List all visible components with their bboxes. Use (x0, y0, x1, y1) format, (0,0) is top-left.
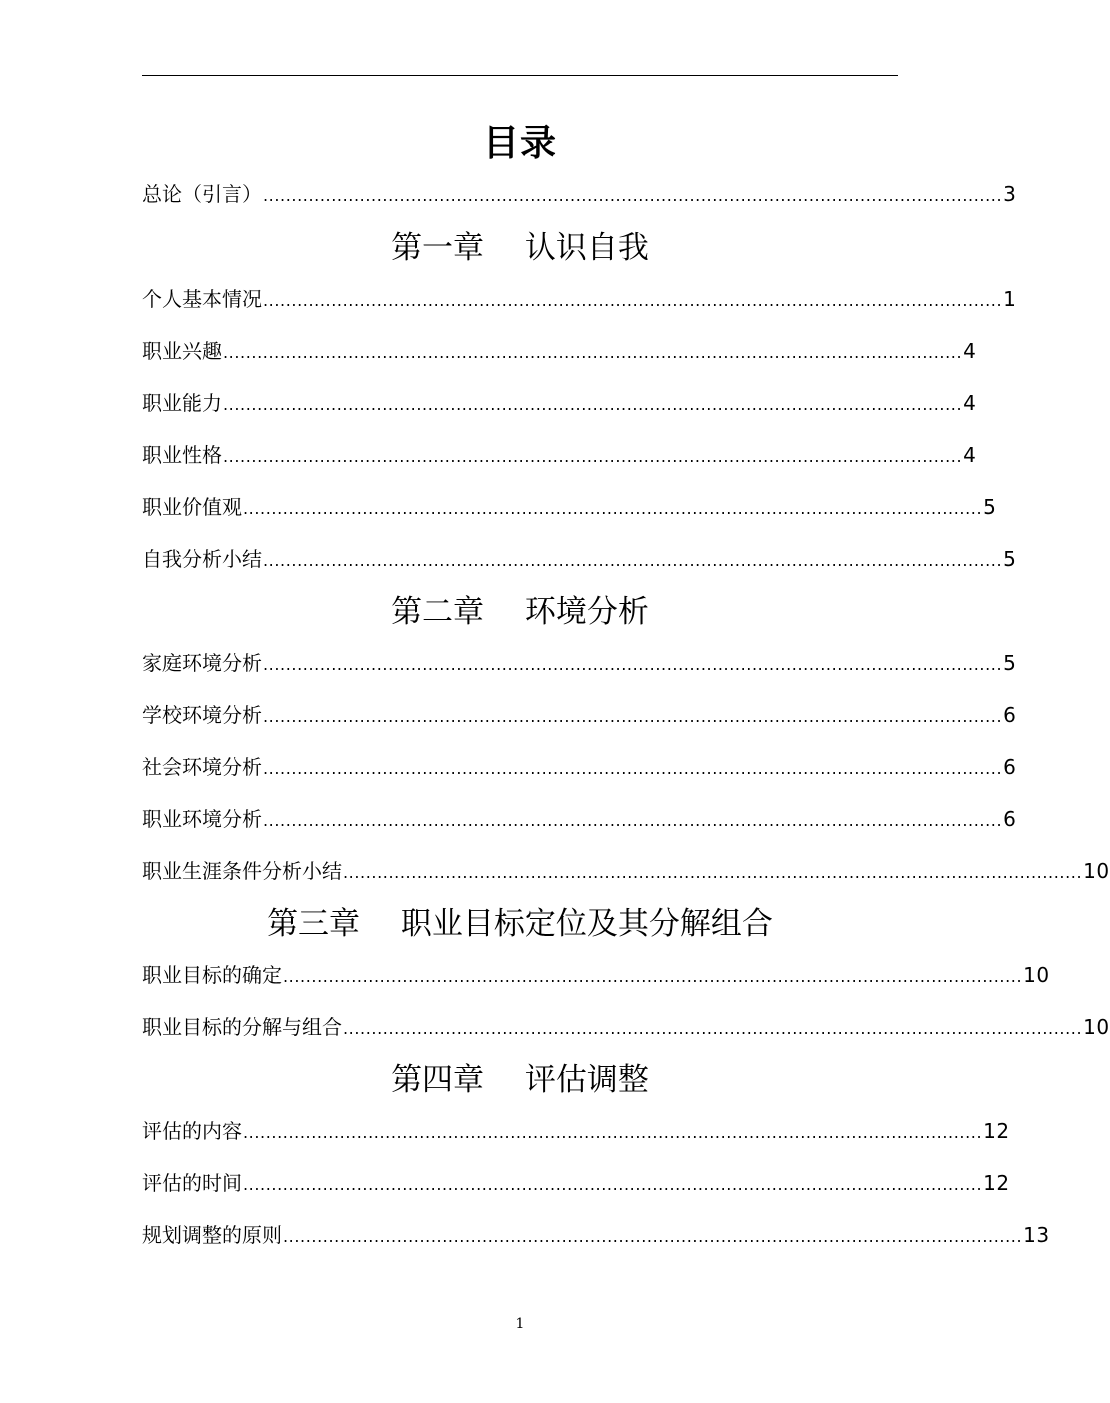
toc-entry[interactable] (142, 1013, 1110, 1043)
toc-entry-label: 总论（引言） (142, 182, 262, 206)
header-rule (142, 75, 898, 76)
chapter-heading-1: 第一章 认识自我 (391, 230, 649, 266)
toc-entry-page: 4 (963, 443, 977, 467)
toc-entry-label: 职业环境分析 (142, 807, 262, 831)
toc-entry-page: 10 (1083, 1015, 1110, 1039)
dot-leader: .................................................................................................................................. (283, 1227, 1023, 1246)
toc-entry[interactable] (142, 493, 997, 523)
dot-leader: .................................................................................................................................. (223, 395, 963, 414)
toc-entry[interactable] (142, 389, 977, 419)
toc-entry-page: 10 (1023, 963, 1050, 987)
toc-entry[interactable] (142, 1117, 1010, 1147)
chapter-heading-3: 第三章 职业目标定位及其分解组合 (267, 906, 773, 942)
toc-entry-page: 6 (1003, 703, 1017, 727)
dot-leader: .................................................................................................................................. (243, 1175, 983, 1194)
toc-entry[interactable] (142, 441, 977, 471)
toc-entry-label: 职业能力 (142, 391, 222, 415)
toc-entry[interactable] (142, 545, 1017, 575)
dot-leader: .................................................................................................................................. (263, 707, 1003, 726)
toc-entry-page: 6 (1003, 755, 1017, 779)
toc-title: 目录 (482, 123, 557, 164)
dot-leader: .................................................................................................................................. (283, 967, 1023, 986)
toc-entry-label: 社会环境分析 (142, 755, 262, 779)
dot-leader: .................................................................................................................................. (263, 291, 1003, 310)
toc-entry-label: 评估的内容 (142, 1119, 242, 1143)
toc-entry[interactable] (142, 1169, 1010, 1199)
toc-entry-label: 家庭环境分析 (142, 651, 262, 675)
toc-entry-label: 规划调整的原则 (142, 1223, 282, 1247)
toc-entry-page: 1 (1003, 287, 1017, 311)
dot-leader: .................................................................................................................................. (343, 863, 1083, 882)
dot-leader: .................................................................................................................................. (263, 551, 1003, 570)
toc-entry[interactable] (142, 1221, 1050, 1251)
toc-entry-label: 职业目标的分解与组合 (142, 1015, 342, 1039)
dot-leader: .................................................................................................................................. (243, 1123, 983, 1142)
toc-entry-page: 4 (963, 391, 977, 415)
toc-entry[interactable] (142, 285, 1017, 315)
toc-entry-label: 职业性格 (142, 443, 222, 467)
toc-entry-page: 5 (983, 495, 997, 519)
toc-entry-label: 职业价值观 (142, 495, 242, 519)
dot-leader: .................................................................................................................................. (263, 655, 1003, 674)
toc-entry-page: 12 (983, 1119, 1010, 1143)
toc-entry[interactable] (142, 961, 1050, 991)
dot-leader: .................................................................................................................................. (223, 343, 963, 362)
toc-entry[interactable] (142, 649, 1017, 679)
toc-entry[interactable] (142, 857, 1110, 887)
toc-entry-label: 个人基本情况 (142, 287, 262, 311)
chapter-heading-2: 第二章 环境分析 (391, 594, 649, 630)
toc-entry-page: 3 (1003, 182, 1017, 206)
toc-entry-page: 4 (963, 339, 977, 363)
footer-page-number: 1 (515, 1316, 525, 1332)
toc-entry-label: 学校环境分析 (142, 703, 262, 727)
toc-entry[interactable] (142, 701, 1017, 731)
toc-entry[interactable] (142, 337, 977, 367)
toc-entry-label: 职业生涯条件分析小结 (142, 859, 342, 883)
chapter-heading-4: 第四章 评估调整 (391, 1062, 649, 1098)
toc-entry-page: 5 (1003, 651, 1017, 675)
toc-entry-label: 自我分析小结 (142, 547, 262, 571)
toc-entry-label: 职业目标的确定 (142, 963, 282, 987)
toc-entry-page: 5 (1003, 547, 1017, 571)
toc-entry-page: 13 (1023, 1223, 1050, 1247)
toc-entry-page: 12 (983, 1171, 1010, 1195)
toc-entry-intro[interactable] (142, 180, 1017, 210)
dot-leader: .................................................................................................................................. (243, 499, 983, 518)
toc-entry-page: 6 (1003, 807, 1017, 831)
dot-leader: .................................................................................................................................. (263, 186, 1003, 205)
dot-leader: .................................................................................................................................. (263, 811, 1003, 830)
dot-leader: .................................................................................................................................. (223, 447, 963, 466)
toc-entry[interactable] (142, 805, 1017, 835)
toc-entry-label: 职业兴趣 (142, 339, 222, 363)
toc-entry[interactable] (142, 753, 1017, 783)
dot-leader: .................................................................................................................................. (343, 1019, 1083, 1038)
toc-entry-label: 评估的时间 (142, 1171, 242, 1195)
toc-entry-page: 10 (1083, 859, 1110, 883)
dot-leader: .................................................................................................................................. (263, 759, 1003, 778)
